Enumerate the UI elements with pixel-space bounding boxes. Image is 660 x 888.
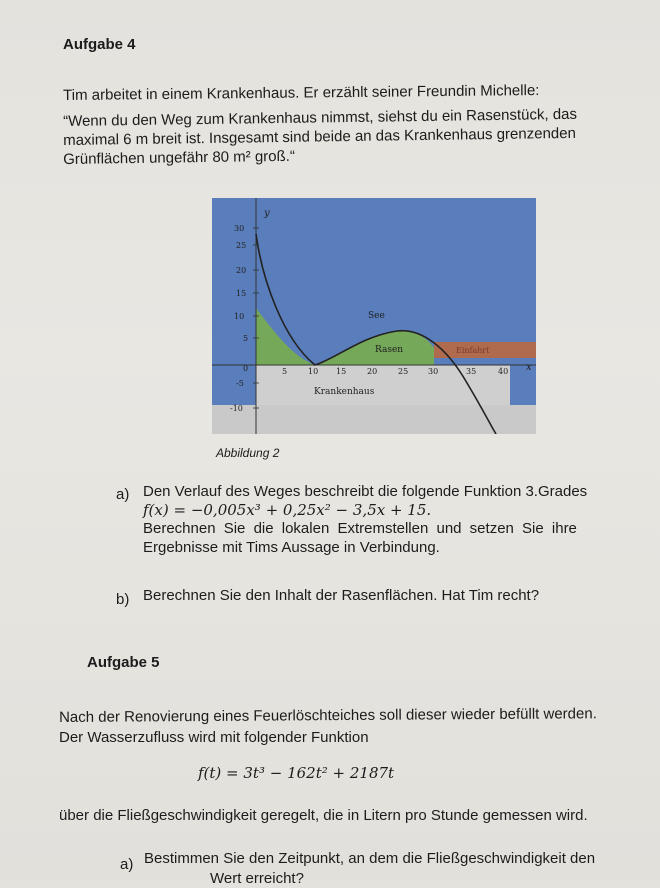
y-tick-minus-5: -5: [236, 379, 244, 388]
x-tick-10: 10: [308, 367, 319, 376]
task4-quote-line-3: Grünflächen ungefähr 80 m² groß.“: [63, 147, 296, 168]
figure-road-plot: [212, 198, 536, 434]
task5-part-a-label: a): [120, 856, 134, 873]
lawn-label: Rasen: [375, 345, 404, 355]
task4-part-a-line-4: Ergebnisse mit Tims Aussage in Verbindung.: [143, 539, 440, 556]
y-axis-label: y: [264, 208, 270, 219]
y-tick-15: 15: [236, 289, 247, 298]
y-tick-5: 5: [243, 334, 249, 343]
task5-line-3: über die Fließgeschwindigkeit geregelt, die in Litern pro Stunde gemessen wird.: [59, 807, 588, 824]
task4-part-b-text: Berechnen Sie den Inhalt der Rasenflächen. Hat Tim recht?: [143, 587, 540, 604]
y-tick-20: 20: [236, 266, 247, 275]
x-axis-label: x: [526, 362, 532, 373]
y-tick-10: 10: [234, 312, 245, 321]
task4-intro: Tim arbeitet in einem Krankenhaus. Er erzählt seiner Freundin Michelle:: [63, 82, 540, 104]
hospital-label: Krankenhaus: [314, 387, 375, 397]
road-label: Einfahrt: [456, 346, 490, 355]
x-tick-5: 5: [282, 367, 288, 376]
task4-quote-line-1: “Wenn du den Weg zum Krankenhaus nimmst, siehst du ein Rasenstück, das: [63, 105, 578, 130]
x-tick-25: 25: [398, 367, 409, 376]
task4-part-a-line-1: Den Verlauf des Weges beschreibt die folgende Funktion 3.Grades: [143, 483, 588, 500]
task5-part-a-text: Bestimmen Sie den Zeitpunkt, an dem die Fließgeschwindigkeit den: [144, 850, 596, 867]
lake-label: See: [368, 311, 385, 321]
task5-line-2: Der Wasserzufluss wird mit folgender Funktion: [59, 729, 369, 746]
x-tick-15: 15: [336, 367, 347, 376]
x-tick-30: 30: [428, 367, 439, 376]
task5-formula: f(t) = 3t³ − 162t² + 2187t: [198, 764, 395, 782]
task4-heading: Aufgabe 4: [63, 36, 136, 53]
task4-part-a-label: a): [116, 486, 130, 503]
task5-line-1: Nach der Renovierung eines Feuerlöschteiches soll dieser wieder befüllt werden.: [59, 705, 597, 726]
x-tick-40: 40: [498, 367, 509, 376]
x-tick-20: 20: [367, 367, 378, 376]
task4-part-a-formula: f(x) = −0,005x³ + 0,25x² − 3,5x + 15.: [143, 501, 432, 519]
task5-heading: Aufgabe 5: [87, 654, 160, 671]
figure-caption: Abbildung 2: [216, 446, 280, 460]
y-tick-0: 0: [243, 364, 249, 373]
task5-part-a-text-cut: Wert erreicht?: [210, 870, 304, 887]
y-tick-25: 25: [236, 241, 247, 250]
y-tick-30: 30: [234, 224, 245, 233]
task4-part-b-label: b): [116, 591, 130, 608]
task4-quote-line-2: maximal 6 m breit ist. Insgesamt sind beide an das Krankenhaus grenzenden: [63, 124, 576, 149]
x-tick-35: 35: [466, 367, 477, 376]
task4-part-a-line-3: Berechnen Sie die lokalen Extremstellen und setzen Sie ihre: [143, 520, 577, 537]
y-tick-minus-10: -10: [230, 404, 243, 413]
